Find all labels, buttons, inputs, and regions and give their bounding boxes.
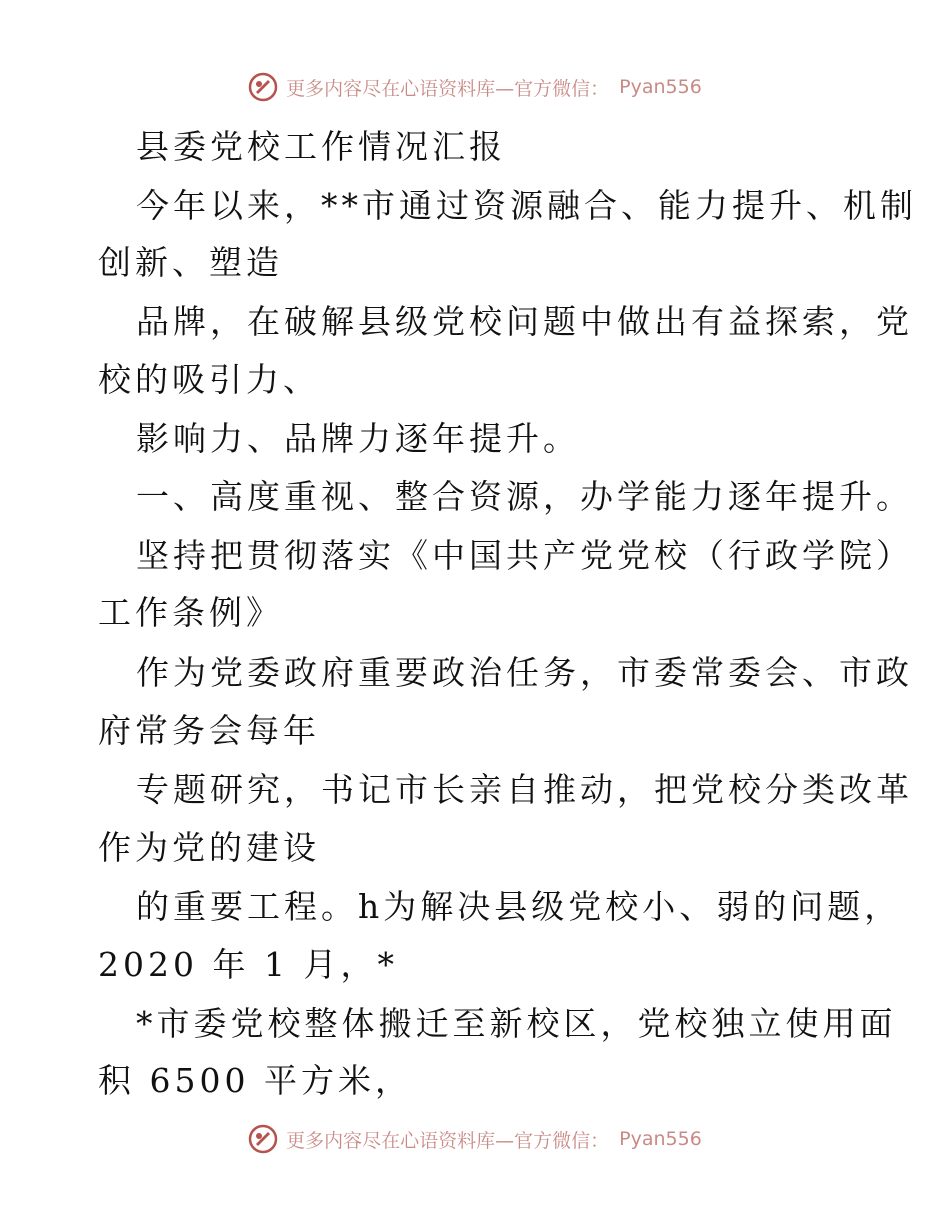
logo-icon <box>248 72 278 102</box>
text-line: 专题研究，书记市长亲自推动，把党校分类改革 <box>136 770 913 809</box>
document-title: 县委党校工作情况汇报 <box>136 127 506 166</box>
text-line: 积 6500 平方米， <box>98 1061 412 1100</box>
text-line: 工作条例》 <box>98 593 283 632</box>
text-line: 坚持把贯彻落实《中国共产党党校（行政学院） <box>136 536 913 575</box>
section-heading: 一、高度重视、整合资源，办学能力逐年提升。 <box>136 477 913 516</box>
watermark-header <box>0 72 950 102</box>
watermark-wechat-id: Pyan556 <box>619 76 702 98</box>
text-line: 今年以来，**市通过资源融合、能力提升、机制 <box>136 186 917 225</box>
watermark-text: 更多内容尽在心语资料库—官方微信： <box>286 77 610 100</box>
text-line: 作为党委政府重要政治任务，市委常委会、市政 <box>136 653 913 692</box>
watermark-footer <box>0 1124 950 1154</box>
text-line: 府常务会每年 <box>98 711 320 750</box>
text-line: 作为党的建设 <box>98 828 320 867</box>
logo-icon <box>248 1124 278 1154</box>
text-line: 校的吸引力、 <box>98 360 320 399</box>
text-line: 创新、塑造 <box>98 243 283 282</box>
watermark-text: 更多内容尽在心语资料库—官方微信： <box>286 1129 610 1152</box>
watermark-wechat-id: Pyan556 <box>619 1128 702 1150</box>
text-line: 的重要工程。h为解决县级党校小、弱的问题， <box>136 887 902 926</box>
text-line: 品牌，在破解县级党校问题中做出有益探索，党 <box>136 302 913 341</box>
text-line: 2020 年 1 月，* <box>98 945 398 984</box>
text-line: 影响力、品牌力逐年提升。 <box>136 419 580 458</box>
text-line: *市委党校整体搬迁至新校区，党校独立使用面 <box>136 1004 897 1043</box>
